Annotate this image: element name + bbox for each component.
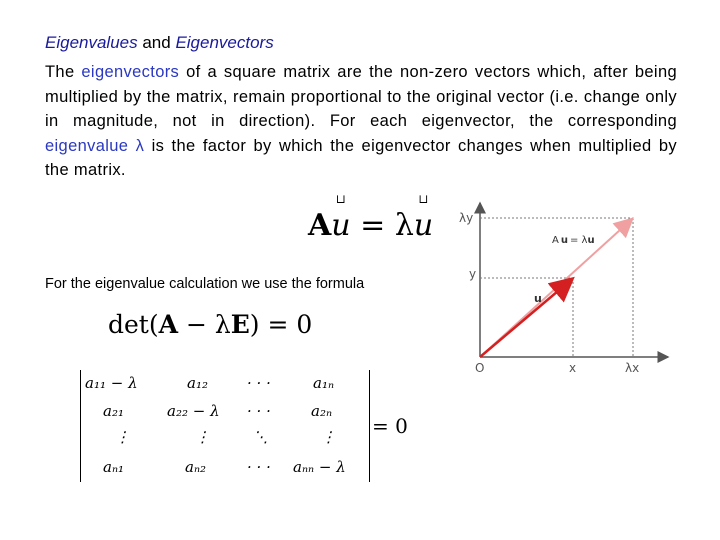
label-lambda-x: λx — [625, 361, 640, 375]
vector-u — [480, 280, 571, 357]
para-text-2: of a square matrix are the non-zero vectors which, after being multiplied by the matrix, remain proportional to the original vector (i.e. change only in magnitude, not in direction). For each eigenvector, the corresponding — [45, 63, 677, 130]
eigen-equation — [308, 192, 434, 243]
label-y: y — [469, 267, 477, 281]
equals-lambda: = λ — [350, 208, 414, 243]
matrix-cell: a₂₂ − λ — [167, 402, 220, 420]
matrix-a-symbol: A — [308, 208, 332, 243]
det-post: ) = 0 — [249, 310, 313, 339]
formula-label: For the eigenvalue calculation we use the formula — [45, 276, 365, 292]
vector-u-left — [331, 192, 351, 243]
label-au — [552, 235, 595, 246]
det-prefix: det( — [108, 310, 159, 339]
vector-u-right — [413, 192, 434, 243]
matrix-cell: aₙₙ − λ — [293, 458, 346, 476]
title-eigenvalues: Eigenvalues — [45, 33, 138, 52]
det-a: A — [158, 310, 179, 339]
matrix-cell: a₂₁ — [103, 402, 124, 420]
label-lambda-y: λy — [459, 211, 474, 225]
label-au-u2: u — [587, 235, 595, 246]
matrix-cell: aₙ₂ — [185, 458, 207, 476]
matrix-cell: a₁₁ − λ — [85, 374, 138, 392]
matrix-cell: a₂ₙ — [311, 402, 333, 420]
matrix-cell: a₁₂ — [187, 374, 208, 392]
determinant-equation — [108, 310, 312, 339]
label-au-u: u — [560, 235, 568, 246]
vector-arrow-left: ⊔ — [335, 192, 346, 206]
label-x: x — [569, 361, 577, 375]
label-au-eq: = λ — [569, 235, 588, 246]
matrix-cell: · · · — [247, 402, 271, 420]
intro-paragraph — [45, 60, 677, 183]
matrix-cell: ⋱ — [253, 428, 268, 446]
matrix-cell: · · · — [247, 374, 271, 392]
u-right: u — [413, 208, 434, 243]
det-mid: − λ — [178, 310, 231, 339]
matrix-cell: ⋮ — [321, 428, 336, 446]
para-text-1: The — [45, 63, 82, 81]
matrix-cell: · · · — [247, 458, 271, 476]
eigenvector-diagram — [455, 200, 670, 380]
para-text-3: is the factor by which the eigenvector changes when multiplied by the matrix. — [45, 136, 677, 179]
label-au-a: A — [552, 235, 559, 246]
eigenvectors-link[interactable]: eigenvectors — [81, 63, 180, 81]
page-title — [45, 33, 274, 53]
label-origin: O — [475, 361, 485, 375]
matrix-cell: ⋮ — [115, 428, 130, 446]
label-u: u — [534, 292, 542, 305]
title-and: and — [137, 33, 176, 52]
title-eigenvectors: Eigenvectors — [175, 33, 274, 52]
determinant-matrix — [80, 370, 370, 482]
matrix-cell: a₁ₙ — [313, 374, 335, 392]
vector-arrow-right: ⊔ — [418, 192, 429, 206]
matrix-cell: ⋮ — [195, 428, 210, 446]
matrix-equals-zero: = 0 — [372, 414, 408, 438]
det-e: E — [230, 310, 250, 339]
matrix-cell: aₙ₁ — [103, 458, 125, 476]
u-left: u — [331, 208, 351, 243]
eigenvalue-link[interactable]: eigenvalue λ — [45, 136, 145, 155]
